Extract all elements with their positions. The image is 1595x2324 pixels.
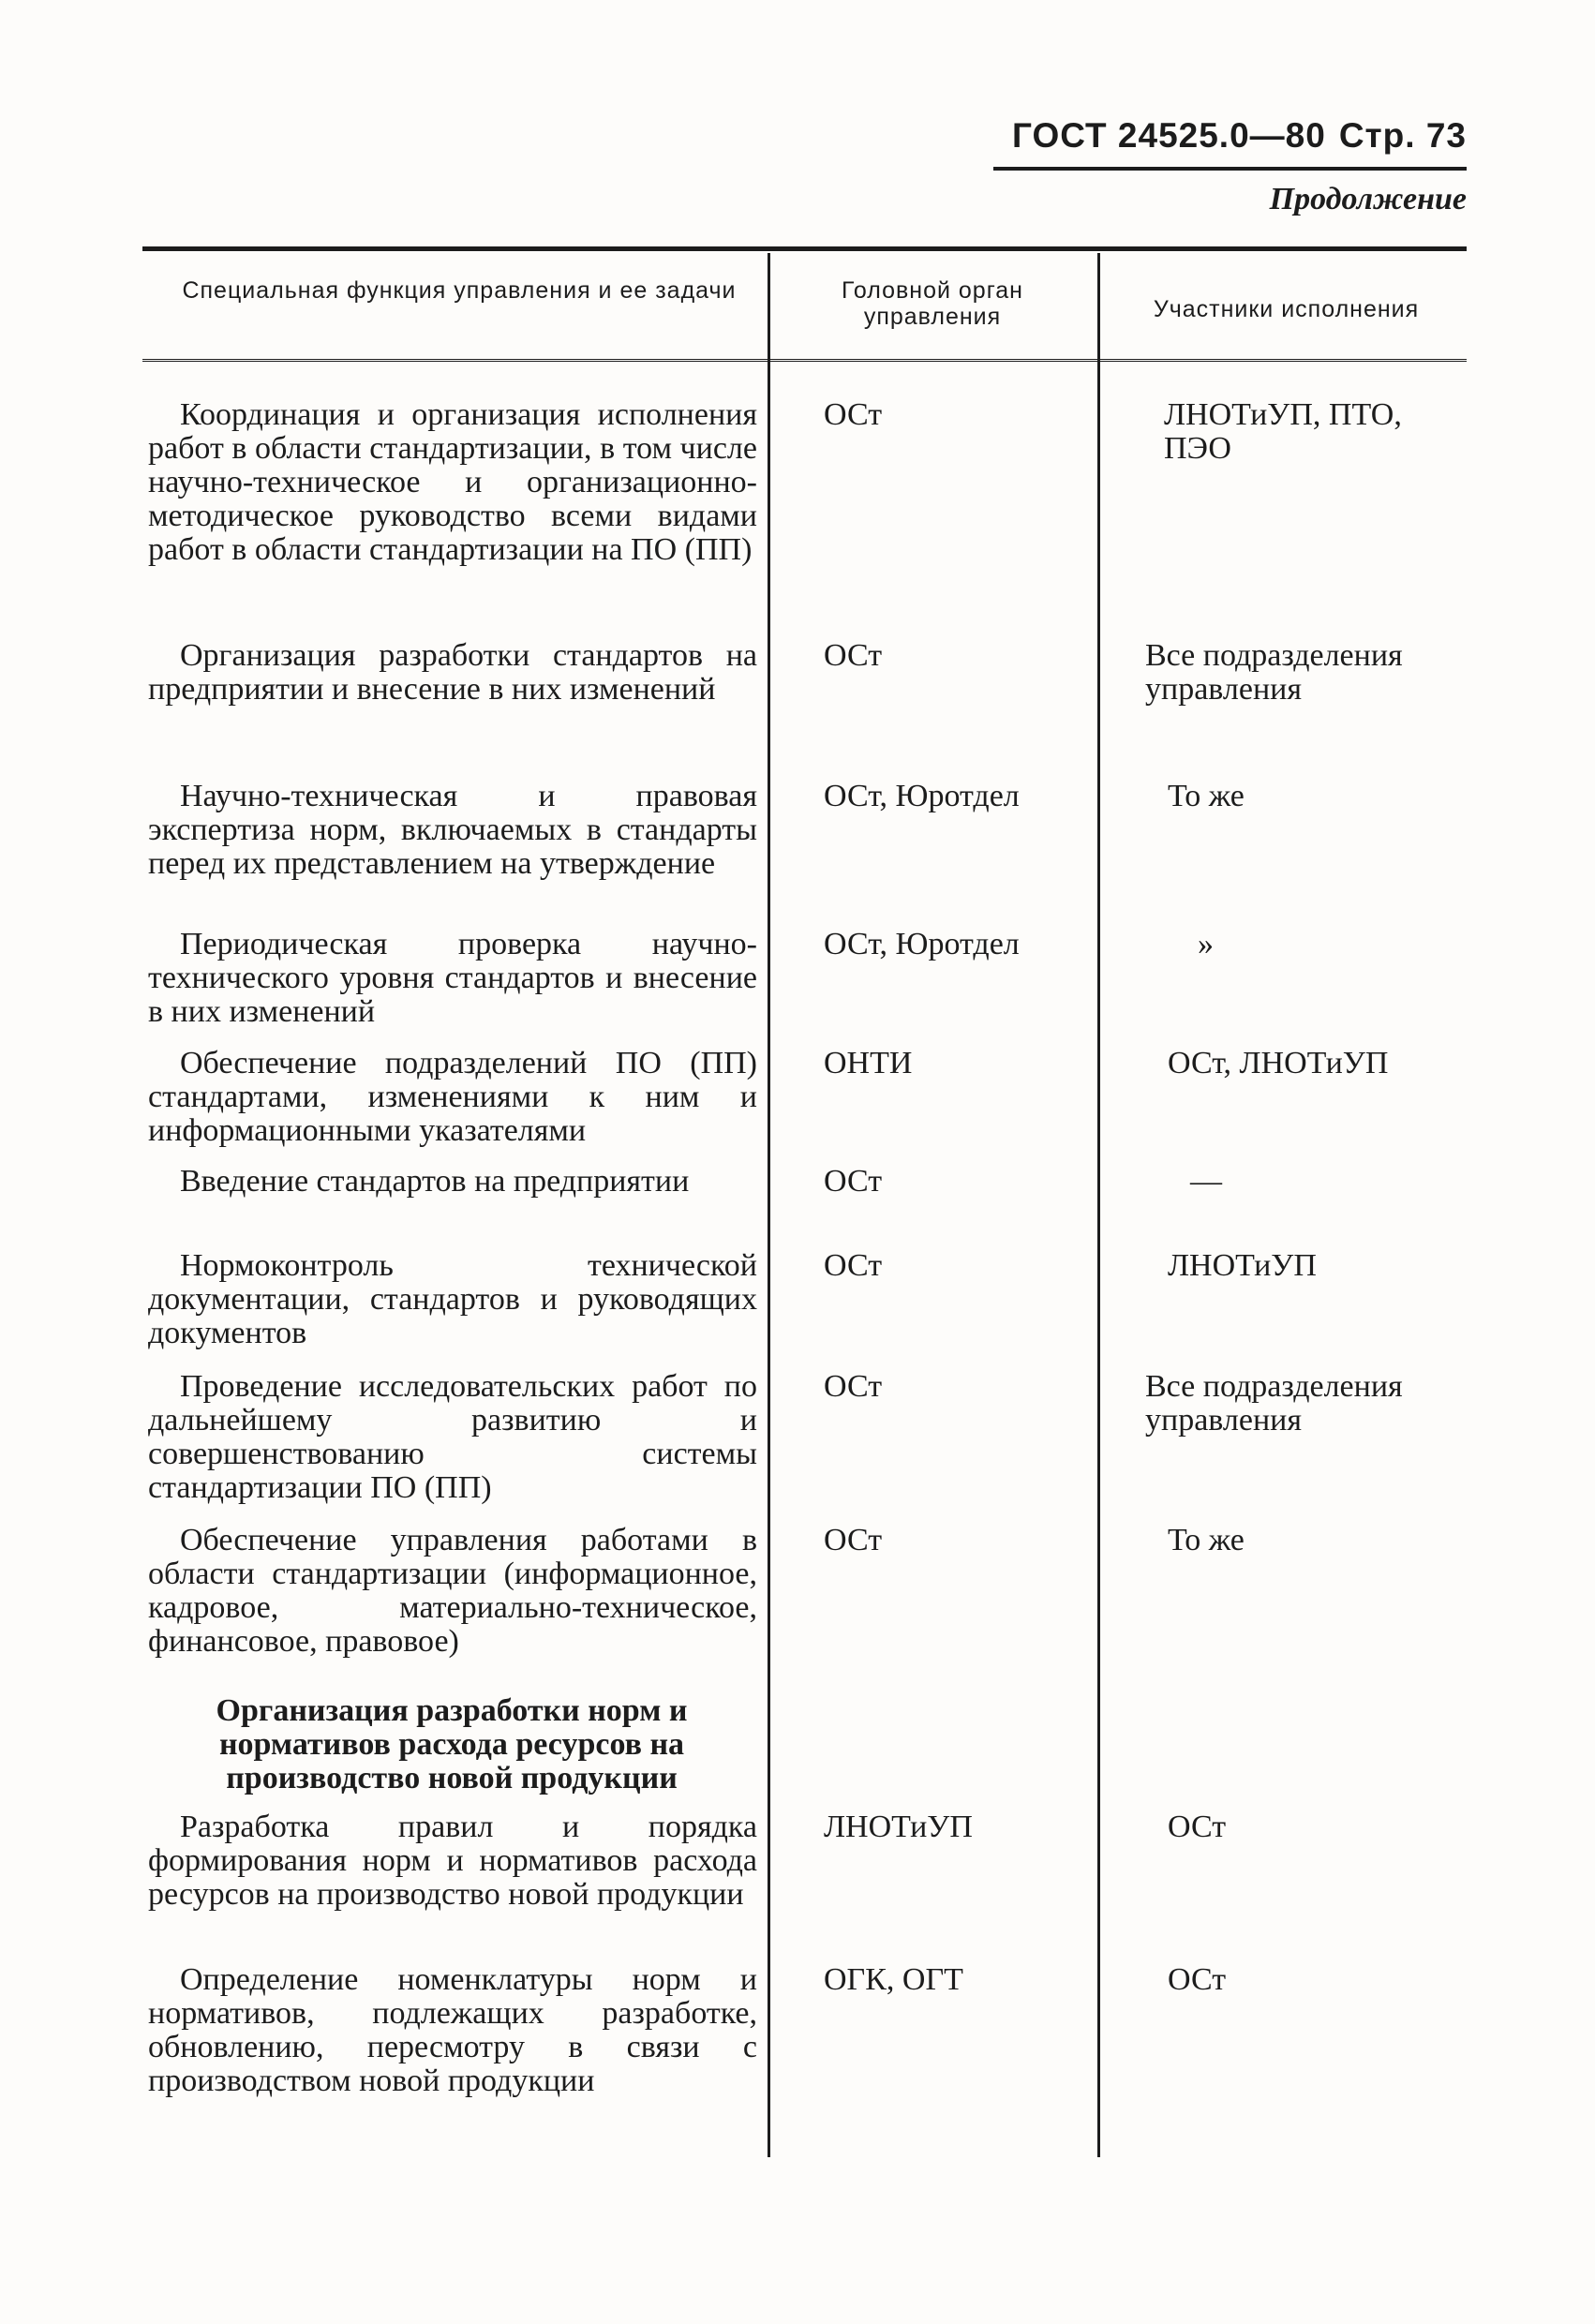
row-lead: ОСт — [824, 1523, 883, 1557]
row-task: Периодическая проверка научно-технического уровня стандартов и внесение в них изменений — [148, 927, 757, 1029]
row-task: Проведение исследовательских работ по дальнейшему развитию и совершенствованию системы стандартизации ПО (ПП) — [148, 1369, 757, 1505]
row-lead: ОГК, ОГТ — [824, 1962, 963, 1997]
row-participants: ЛНОТиУП — [1168, 1248, 1317, 1283]
row-lead: ОСт — [824, 638, 883, 673]
row-participants: » — [1198, 927, 1214, 961]
column-divider-2 — [1097, 253, 1100, 2157]
row-lead: ОСт, Юротдел — [824, 927, 1020, 961]
row-lead: ОСт, Юротдел — [824, 779, 1020, 813]
row-task: Организация разработки стандартов на предприятии и внесение в них изменений — [148, 638, 757, 707]
row-participants: То же — [1168, 1523, 1245, 1557]
row-lead: ОСт — [824, 1248, 883, 1283]
row-task: Введение стандартов на предприятии — [180, 1164, 690, 1199]
standard-line — [993, 116, 1467, 171]
column-header-task: Специальная функция управления и ее задачи — [182, 277, 737, 304]
continuation-label: Продолжение — [1269, 182, 1467, 216]
row-task: Научно-техническая и правовая экспертиза норм, включаемых в стандарты перед их представлением на утверждение — [148, 779, 757, 881]
row-participants: То же — [1168, 779, 1245, 813]
section-heading: Организация разработки норм и нормативов расхода ресурсов на производство новой продукции — [216, 1693, 688, 1795]
row-lead: ОСт — [824, 397, 883, 432]
row-task: Разработка правил и порядка формирования норм и нормативов расхода ресурсов на производство новой продукции — [148, 1810, 757, 1912]
row-participants: Все подразделения управления — [1145, 638, 1403, 707]
row-task: Нормоконтроль технической документации, стандартов и руководящих документов — [148, 1248, 757, 1350]
column-header-lead: Головной орган управления — [842, 277, 1023, 330]
row-task: Обеспечение подразделений ПО (ПП) стандартами, изменениями к ним и информационными указателями — [148, 1046, 757, 1148]
row-lead: ОСт — [824, 1369, 883, 1404]
row-task: Координация и организация исполнения работ в области стандартизации, в том числе научно-техническое и организационно-методическое руководство всеми видами работ в области стандартизации на ПО (ПП) — [148, 397, 757, 567]
table-top-rule — [142, 246, 1467, 251]
page-header — [993, 116, 1467, 217]
row-participants: ОСт — [1168, 1962, 1227, 1997]
row-lead: ЛНОТиУП — [824, 1810, 973, 1844]
row-lead: ОСт — [824, 1164, 883, 1199]
column-divider-1 — [768, 253, 770, 2157]
row-task: Определение номенклатуры норм и нормативов, подлежащих разработке, обновлению, пересмотру в связи с производством новой продукции — [148, 1962, 757, 2098]
row-lead: ОНТИ — [824, 1046, 913, 1080]
row-participants: — — [1190, 1164, 1222, 1199]
row-task: Обеспечение управления работами в области стандартизации (информационное, кадровое, материально-техническое, финансовое, правовое) — [148, 1523, 757, 1659]
row-participants: ОСт, ЛНОТиУП — [1168, 1046, 1389, 1080]
table-header-rule — [142, 359, 1467, 362]
row-participants: Все подразделения управления — [1145, 1369, 1403, 1438]
standard-number: ГОСТ 24525.0—80 — [1011, 116, 1326, 155]
row-participants: ЛНОТиУП, ПТО, ПЭО — [1164, 397, 1402, 466]
column-header-participants: Участники исполнения — [1153, 296, 1420, 322]
page-number: Стр. 73 — [1338, 116, 1467, 155]
row-participants: ОСт — [1168, 1810, 1227, 1844]
